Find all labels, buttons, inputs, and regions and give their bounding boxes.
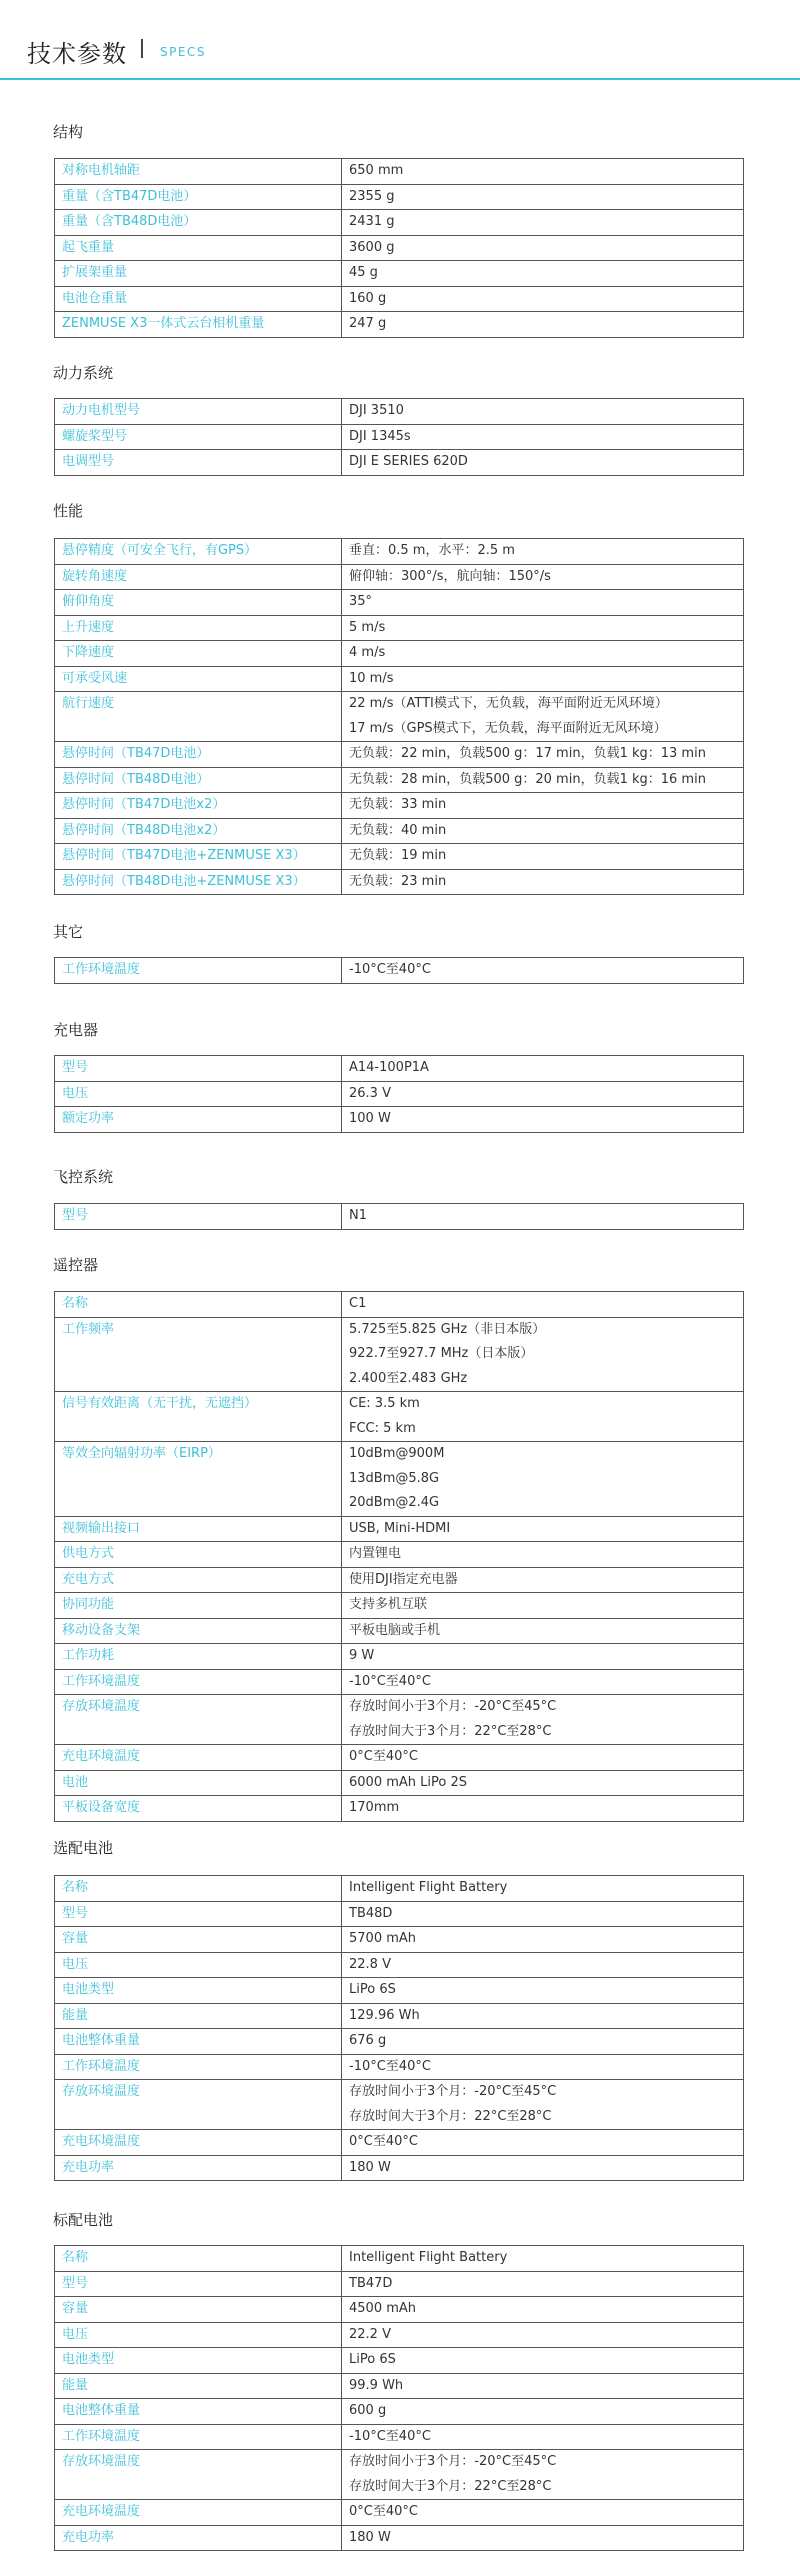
- spec-value: 22.8 V: [349, 1956, 391, 1972]
- spec-row: [55, 2322, 744, 2348]
- spec-value: C1: [349, 1296, 367, 1311]
- spec-label: 工作环境温度: [55, 2424, 342, 2450]
- section-title: 其它: [53, 923, 84, 941]
- spec-label: 移动设备支架: [55, 1618, 342, 1644]
- spec-label: 电调型号: [55, 450, 342, 476]
- spec-row: [55, 2003, 744, 2029]
- spec-value-cell: [342, 2348, 744, 2374]
- spec-row: [55, 450, 744, 476]
- spec-value: A14-100P1A: [349, 1060, 429, 1075]
- spec-value: 22.2 V: [349, 2326, 391, 2342]
- spec-row: [55, 2424, 744, 2450]
- spec-value-cell: [342, 564, 744, 590]
- page-subtitle: SPECS: [160, 45, 206, 59]
- spec-label: 供电方式: [55, 1542, 342, 1568]
- spec-row: [55, 312, 744, 338]
- spec-value: 无负载：19 min: [349, 848, 447, 863]
- spec-row: [55, 1107, 744, 1133]
- spec-label: 存放环境温度: [55, 2450, 342, 2500]
- spec-row: [55, 767, 744, 793]
- spec-label: 容量: [55, 2297, 342, 2323]
- spec-value: LiPo 6S: [349, 1982, 396, 1997]
- spec-value-cell: [342, 869, 744, 895]
- spec-label: ZENMUSE X3一体式云台相机重量: [55, 312, 342, 338]
- spec-table: [54, 538, 744, 895]
- page-header: [0, 0, 800, 80]
- spec-value: 99.9 Wh: [349, 2377, 404, 2393]
- spec-value-cell: [342, 2130, 744, 2156]
- spec-label: 动力电机型号: [55, 399, 342, 425]
- spec-table: [54, 1055, 744, 1133]
- spec-row: [55, 2080, 744, 2130]
- spec-label: 名称: [55, 2246, 342, 2272]
- spec-value-cell: [342, 1204, 744, 1230]
- spec-value-cell: [342, 2080, 744, 2130]
- spec-value: 无负载：22 min，负载500 g：17 min，负载1 kg：13 min: [349, 746, 706, 761]
- spec-row: [55, 1292, 744, 1318]
- spec-row: [55, 1978, 744, 2004]
- spec-row: [55, 1081, 744, 1107]
- spec-value: 247 g: [349, 316, 387, 331]
- spec-row: [55, 2029, 744, 2055]
- spec-value: 2431 g: [349, 214, 395, 229]
- spec-value: 2.400至2.483 GHz: [349, 1370, 468, 1386]
- spec-label: 充电环境温度: [55, 2500, 342, 2526]
- spec-label: 型号: [55, 1056, 342, 1082]
- spec-row: [55, 1567, 744, 1593]
- spec-value: DJI 1345s: [349, 428, 411, 444]
- spec-row: [55, 399, 744, 425]
- spec-value: 45 g: [349, 265, 378, 280]
- spec-value-cell: [342, 2271, 744, 2297]
- spec-value-cell: [342, 590, 744, 616]
- spec-value-cell: [342, 692, 744, 742]
- spec-row: [55, 793, 744, 819]
- spec-label: 视频输出接口: [55, 1516, 342, 1542]
- spec-label: 俯仰角度: [55, 590, 342, 616]
- spec-value-cell: [342, 1669, 744, 1695]
- spec-label: 充电功率: [55, 2525, 342, 2551]
- spec-value-cell: [342, 159, 744, 185]
- spec-row: [55, 869, 744, 895]
- spec-label: 可承受风速: [55, 666, 342, 692]
- section-title: 性能: [53, 502, 84, 520]
- spec-label: 能量: [55, 2003, 342, 2029]
- spec-value: 0°C至40°C: [349, 2134, 418, 2149]
- spec-row: [55, 159, 744, 185]
- spec-label: 悬停时间（TB48D电池）: [55, 767, 342, 793]
- spec-row: [55, 1927, 744, 1953]
- spec-value: 使用DJI指定充电器: [349, 1571, 458, 1587]
- spec-value: 180 W: [349, 2159, 391, 2175]
- spec-value-cell: [342, 1442, 744, 1517]
- spec-table: [54, 1203, 744, 1230]
- spec-row: [55, 1317, 744, 1392]
- spec-label: 上升速度: [55, 615, 342, 641]
- spec-value: 922.7至927.7 MHz（日本版）: [349, 1346, 534, 1361]
- spec-label: 电压: [55, 1952, 342, 1978]
- spec-row: [55, 1516, 744, 1542]
- spec-value: 存放时间大于3个月：22°C至28°C: [349, 2108, 552, 2124]
- spec-value: 4500 mAh: [349, 2301, 417, 2316]
- section-title: 飞控系统: [53, 1168, 114, 1186]
- spec-label: 旋转角速度: [55, 564, 342, 590]
- spec-value-cell: [342, 1644, 744, 1670]
- spec-value: 6000 mAh LiPo 2S: [349, 1774, 467, 1790]
- spec-label: 电池整体重量: [55, 2029, 342, 2055]
- spec-row: [55, 615, 744, 641]
- spec-value: 0°C至40°C: [349, 2504, 418, 2519]
- spec-value: FCC: 5 km: [349, 1420, 416, 1436]
- spec-value-cell: [342, 2525, 744, 2551]
- spec-row: [55, 235, 744, 261]
- spec-label: 名称: [55, 1292, 342, 1318]
- spec-row: [55, 184, 744, 210]
- spec-row: [55, 1901, 744, 1927]
- spec-value-cell: [342, 742, 744, 768]
- spec-label: 充电环境温度: [55, 1745, 342, 1771]
- spec-row: [55, 539, 744, 565]
- spec-row: [55, 2450, 744, 2500]
- spec-value: 26.3 V: [349, 1085, 391, 1101]
- spec-label: 充电方式: [55, 1567, 342, 1593]
- spec-row: [55, 1392, 744, 1442]
- spec-label: 扩展架重量: [55, 261, 342, 287]
- spec-value: 180 W: [349, 2529, 391, 2545]
- section-title: 选配电池: [53, 1839, 114, 1857]
- spec-value-cell: [342, 312, 744, 338]
- spec-value: 无负载：23 min: [349, 873, 447, 889]
- spec-value-cell: [342, 2373, 744, 2399]
- spec-label: 航行速度: [55, 692, 342, 742]
- spec-row: [55, 1669, 744, 1695]
- spec-table: [54, 158, 744, 338]
- spec-row: [55, 818, 744, 844]
- spec-value-cell: [342, 1107, 744, 1133]
- spec-label: 对称电机轴距: [55, 159, 342, 185]
- spec-row: [55, 1442, 744, 1517]
- spec-label: 重量（含TB48D电池）: [55, 210, 342, 236]
- spec-table: [54, 398, 744, 476]
- spec-value-cell: [342, 286, 744, 312]
- spec-label: 工作环境温度: [55, 958, 342, 984]
- spec-label: 悬停时间（TB47D电池+ZENMUSE X3）: [55, 844, 342, 870]
- spec-label: 充电功率: [55, 2155, 342, 2181]
- spec-row: [55, 590, 744, 616]
- spec-row: [55, 2525, 744, 2551]
- spec-value-cell: [342, 2322, 744, 2348]
- spec-value-cell: [342, 399, 744, 425]
- spec-value: -10°C至40°C: [349, 2428, 431, 2444]
- spec-label: 起飞重量: [55, 235, 342, 261]
- spec-label: 螺旋桨型号: [55, 424, 342, 450]
- spec-row: [55, 286, 744, 312]
- spec-value: DJI E SERIES 620D: [349, 454, 468, 469]
- spec-row: [55, 844, 744, 870]
- spec-value-cell: [342, 2399, 744, 2425]
- spec-value: CE: 3.5 km: [349, 1396, 420, 1411]
- spec-value-cell: [342, 1978, 744, 2004]
- spec-value-cell: [342, 2003, 744, 2029]
- spec-label: 型号: [55, 1204, 342, 1230]
- spec-value: 35°: [349, 594, 373, 609]
- spec-value-cell: [342, 2424, 744, 2450]
- spec-value: N1: [349, 1208, 367, 1223]
- spec-value: TB48D: [349, 1905, 393, 1921]
- spec-row: [55, 2348, 744, 2374]
- spec-row: [55, 2155, 744, 2181]
- spec-label: 协同功能: [55, 1593, 342, 1619]
- spec-value-cell: [342, 1056, 744, 1082]
- spec-label: 悬停时间（TB47D电池x2）: [55, 793, 342, 819]
- spec-value-cell: [342, 261, 744, 287]
- spec-value: USB, Mini-HDMI: [349, 1520, 451, 1536]
- spec-value: 3600 g: [349, 239, 395, 255]
- spec-row: [55, 2130, 744, 2156]
- spec-row: [55, 958, 744, 984]
- spec-value-cell: [342, 958, 744, 984]
- spec-row: [55, 1876, 744, 1902]
- spec-row: [55, 2373, 744, 2399]
- spec-value: 20dBm@2.4G: [349, 1495, 440, 1510]
- spec-row: [55, 424, 744, 450]
- spec-row: [55, 564, 744, 590]
- spec-value-cell: [342, 1292, 744, 1318]
- spec-table: [54, 1875, 744, 2181]
- spec-value-cell: [342, 1618, 744, 1644]
- spec-label: 电压: [55, 2322, 342, 2348]
- spec-value-cell: [342, 1927, 744, 1953]
- spec-value: 129.96 Wh: [349, 2007, 420, 2023]
- spec-label: 悬停时间（TB48D电池+ZENMUSE X3）: [55, 869, 342, 895]
- spec-table: [54, 2245, 744, 2551]
- spec-value-cell: [342, 767, 744, 793]
- spec-value-cell: [342, 539, 744, 565]
- spec-value: 垂直：0.5 m，水平：2.5 m: [349, 543, 515, 558]
- spec-label: 名称: [55, 1876, 342, 1902]
- spec-value: 676 g: [349, 2033, 387, 2048]
- spec-value: 无负载：33 min: [349, 797, 447, 812]
- spec-value: 650 mm: [349, 163, 404, 178]
- spec-value-cell: [342, 1542, 744, 1568]
- spec-value: -10°C至40°C: [349, 2058, 431, 2074]
- spec-value: DJI 3510: [349, 403, 404, 418]
- spec-value: LiPo 6S: [349, 2352, 396, 2367]
- spec-row: [55, 2500, 744, 2526]
- spec-label: 存放环境温度: [55, 1695, 342, 1745]
- spec-row: [55, 1618, 744, 1644]
- spec-label: 悬停时间（TB47D电池）: [55, 742, 342, 768]
- spec-table: [54, 957, 744, 984]
- spec-value: 17 m/s（GPS模式下，无负载，海平面附近无风环境）: [349, 720, 667, 736]
- spec-value-cell: [342, 641, 744, 667]
- spec-value-cell: [342, 210, 744, 236]
- spec-value-cell: [342, 1567, 744, 1593]
- spec-value-cell: [342, 1317, 744, 1392]
- spec-value-cell: [342, 1770, 744, 1796]
- spec-value-cell: [342, 1952, 744, 1978]
- spec-value-cell: [342, 184, 744, 210]
- spec-row: [55, 1952, 744, 1978]
- spec-value: 内置锂电: [349, 1546, 402, 1561]
- spec-row: [55, 2399, 744, 2425]
- spec-label: 悬停时间（TB48D电池x2）: [55, 818, 342, 844]
- spec-table: [54, 1291, 744, 1822]
- spec-row: [55, 692, 744, 742]
- spec-label: 工作频率: [55, 1317, 342, 1392]
- spec-value-cell: [342, 1745, 744, 1771]
- spec-value: 600 g: [349, 2403, 387, 2418]
- spec-value-cell: [342, 1796, 744, 1822]
- spec-value-cell: [342, 2450, 744, 2500]
- spec-value-cell: [342, 2297, 744, 2323]
- spec-row: [55, 1695, 744, 1745]
- page-title: 技术参数: [27, 40, 127, 68]
- spec-label: 存放环境温度: [55, 2080, 342, 2130]
- spec-value: 170mm: [349, 1800, 400, 1815]
- spec-label: 下降速度: [55, 641, 342, 667]
- spec-label: 等效全向辐射功率（EIRP）: [55, 1442, 342, 1517]
- spec-row: [55, 261, 744, 287]
- spec-value-cell: [342, 615, 744, 641]
- spec-value-cell: [342, 2500, 744, 2526]
- spec-value: 存放时间小于3个月：-20°C至45°C: [349, 1699, 557, 1714]
- spec-value-cell: [342, 424, 744, 450]
- section-title: 结构: [53, 123, 84, 141]
- spec-value: 2355 g: [349, 188, 395, 204]
- spec-label: 悬停精度（可安全飞行，有GPS）: [55, 539, 342, 565]
- spec-value: 存放时间大于3个月：22°C至28°C: [349, 2478, 552, 2494]
- spec-value-cell: [342, 1593, 744, 1619]
- title-separator: [141, 39, 143, 58]
- spec-label: 容量: [55, 1927, 342, 1953]
- spec-value-cell: [342, 844, 744, 870]
- spec-value: 5 m/s: [349, 619, 386, 635]
- spec-label: 电池: [55, 1770, 342, 1796]
- spec-label: 型号: [55, 2271, 342, 2297]
- spec-row: [55, 1056, 744, 1082]
- spec-row: [55, 641, 744, 667]
- spec-row: [55, 1542, 744, 1568]
- spec-value: 10dBm@900M: [349, 1446, 445, 1461]
- spec-label: 能量: [55, 2373, 342, 2399]
- spec-value: Intelligent Flight Battery: [349, 2250, 508, 2265]
- spec-value-cell: [342, 2054, 744, 2080]
- spec-label: 工作环境温度: [55, 2054, 342, 2080]
- spec-value: 9 W: [349, 1648, 375, 1663]
- spec-value-cell: [342, 1516, 744, 1542]
- spec-value-cell: [342, 1695, 744, 1745]
- spec-row: [55, 742, 744, 768]
- spec-label: 工作功耗: [55, 1644, 342, 1670]
- spec-label: 信号有效距离（无干扰，无遮挡）: [55, 1392, 342, 1442]
- spec-value-cell: [342, 1081, 744, 1107]
- section-title: 动力系统: [53, 364, 114, 382]
- spec-label: 电池仓重量: [55, 286, 342, 312]
- spec-value-cell: [342, 818, 744, 844]
- spec-row: [55, 1593, 744, 1619]
- spec-row: [55, 2246, 744, 2272]
- spec-label: 充电环境温度: [55, 2130, 342, 2156]
- spec-value: 俯仰轴：300°/s，航向轴：150°/s: [349, 568, 551, 584]
- spec-value: 4 m/s: [349, 645, 386, 660]
- spec-value: TB47D: [349, 2275, 393, 2291]
- spec-row: [55, 1770, 744, 1796]
- spec-row: [55, 1796, 744, 1822]
- spec-value: 存放时间小于3个月：-20°C至45°C: [349, 2454, 557, 2469]
- spec-row: [55, 2054, 744, 2080]
- spec-row: [55, 2297, 744, 2323]
- spec-value: 5700 mAh: [349, 1931, 417, 1946]
- spec-row: [55, 1745, 744, 1771]
- spec-value: 支持多机互联: [349, 1597, 428, 1612]
- spec-value: 100 W: [349, 1111, 391, 1126]
- spec-value-cell: [342, 450, 744, 476]
- spec-value-cell: [342, 793, 744, 819]
- spec-value-cell: [342, 1876, 744, 1902]
- spec-row: [55, 666, 744, 692]
- spec-row: [55, 1644, 744, 1670]
- spec-value-cell: [342, 1392, 744, 1442]
- spec-value: 存放时间小于3个月：-20°C至45°C: [349, 2084, 557, 2099]
- spec-row: [55, 210, 744, 236]
- spec-label: 重量（含TB47D电池）: [55, 184, 342, 210]
- spec-label: 电压: [55, 1081, 342, 1107]
- spec-value-cell: [342, 2246, 744, 2272]
- spec-value: -10°C至40°C: [349, 962, 431, 977]
- spec-value: 无负载：28 min，负载500 g：20 min，负载1 kg：16 min: [349, 771, 706, 787]
- spec-label: 额定功率: [55, 1107, 342, 1133]
- spec-value: 平板电脑或手机: [349, 1622, 441, 1638]
- spec-value: Intelligent Flight Battery: [349, 1880, 508, 1895]
- spec-label: 电池类型: [55, 2348, 342, 2374]
- spec-value-cell: [342, 1901, 744, 1927]
- spec-label: 电池整体重量: [55, 2399, 342, 2425]
- section-title: 遥控器: [53, 1256, 99, 1274]
- spec-label: 型号: [55, 1901, 342, 1927]
- spec-label: 电池类型: [55, 1978, 342, 2004]
- section-title: 充电器: [53, 1021, 99, 1039]
- spec-row: [55, 2271, 744, 2297]
- spec-value: 5.725至5.825 GHz（非日本版）: [349, 1321, 546, 1337]
- spec-value-cell: [342, 2029, 744, 2055]
- section-title: 标配电池: [53, 2211, 114, 2229]
- spec-value: 160 g: [349, 290, 387, 306]
- spec-label: 工作环境温度: [55, 1669, 342, 1695]
- spec-row: [55, 1204, 744, 1230]
- spec-value: 0°C至40°C: [349, 1749, 418, 1764]
- spec-value: -10°C至40°C: [349, 1673, 431, 1689]
- spec-value: 存放时间大于3个月：22°C至28°C: [349, 1723, 552, 1739]
- spec-value-cell: [342, 666, 744, 692]
- spec-value: 22 m/s（ATTI模式下，无负载，海平面附近无风环境）: [349, 696, 668, 711]
- spec-label: 平板设备宽度: [55, 1796, 342, 1822]
- spec-value-cell: [342, 235, 744, 261]
- spec-value: 无负载：40 min: [349, 822, 447, 838]
- spec-value: 13dBm@5.8G: [349, 1470, 440, 1486]
- spec-value-cell: [342, 2155, 744, 2181]
- spec-value: 10 m/s: [349, 670, 394, 686]
